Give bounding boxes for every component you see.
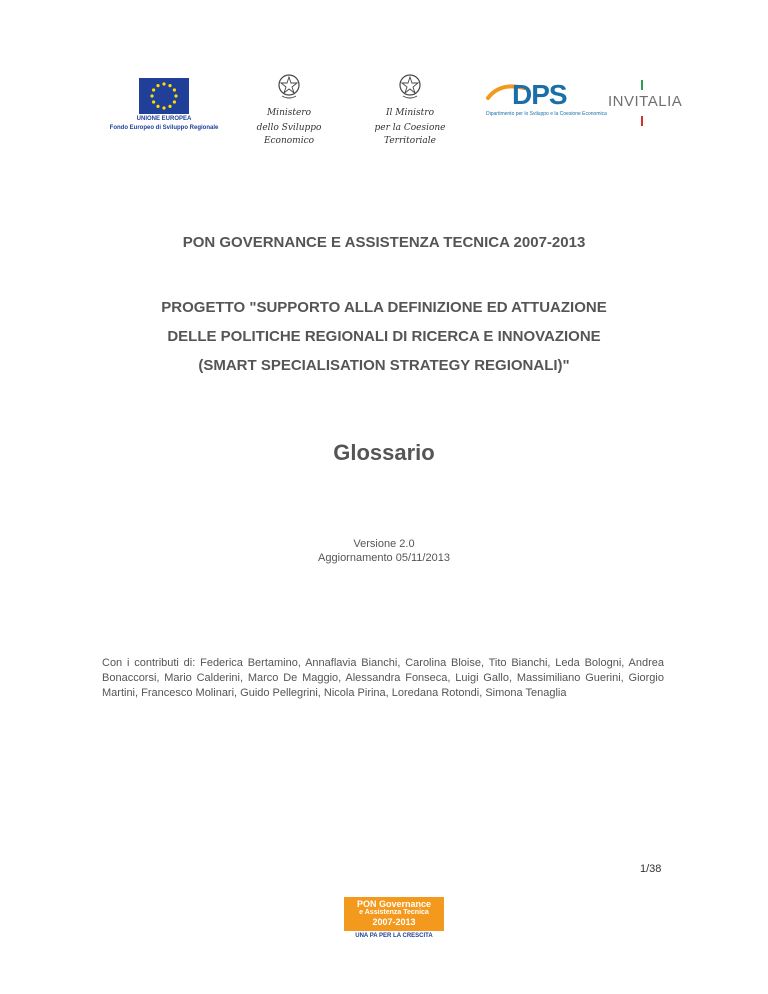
ministry-coesione-logo (350, 72, 470, 148)
invitalia-logo (608, 80, 698, 130)
pon-badge-line-2: e Assistenza Tecnica (359, 909, 429, 916)
pon-tagline: UNA PA PER LA CRESCITA (355, 933, 433, 939)
contributors-paragraph: Con i contributi di: Federica Bertamino, Annaflavia Bianchi, Carolina Bloise, Tito Bianchi, Leda Bologni, Andrea Bonaccorsi, Mario Calderini, Marco De Maggio, Alessandra Fonseca, Luigi Gallo, Massimiliano Guerini, Giorgio Martini, Francesco Molinari, Guido Pellegrini, Nicola Pirina, Loredana Rotondi, Simona Tenaglia (102, 657, 664, 699)
ministry-sviluppo-caption-2: dello Sviluppo Economico (256, 123, 322, 146)
invitalia-wordmark: INVITALIA (608, 93, 683, 110)
project-heading-line-3: (SMART SPECIALISATION STRATEGY REGIONALI)" (198, 357, 570, 374)
project-heading (0, 293, 768, 380)
emblem-icon (276, 72, 302, 100)
emblem-icon (397, 72, 423, 100)
invitalia-green-bar (641, 80, 643, 90)
ministry-coesione-caption-1: Il Ministro (385, 108, 435, 118)
eu-logo (108, 78, 220, 132)
ministry-coesione-caption-2: per la Coesione Territoriale (374, 123, 446, 146)
project-heading-line-2: DELLE POLITICHE REGIONALI DI RICERCA E INNOVAZIONE (167, 328, 601, 345)
logo-strip (0, 70, 768, 146)
pon-footer-logo (344, 897, 444, 939)
eu-flag-icon (139, 78, 189, 114)
invitalia-red-bar (641, 116, 643, 126)
dps-mark: DPS (512, 79, 567, 110)
document-title: Glossario (333, 440, 435, 465)
version-number: Versione 2.0 (353, 538, 415, 550)
program-heading: PON GOVERNANCE E ASSISTENZA TECNICA 2007-2013 (182, 234, 586, 251)
version-date: Aggiornamento 05/11/2013 (318, 552, 450, 564)
pon-badge-line-1: PON Governance (356, 899, 432, 909)
ministry-sviluppo-caption-1: Ministero (266, 108, 312, 118)
ministry-sviluppo-logo (234, 72, 344, 148)
page-number: 1/38 (640, 863, 662, 875)
eu-caption-2: Fondo Europeo di Sviluppo Regionale (109, 125, 219, 131)
pon-badge (344, 897, 444, 931)
pon-badge-line-3: 2007-2013 (372, 917, 416, 927)
version-block (0, 537, 768, 565)
eu-caption-1: UNIONE EUROPEA (136, 116, 192, 122)
dps-caption: Dipartimento per lo Sviluppo e la Coesione Economica (486, 111, 607, 117)
dps-logo (486, 79, 607, 117)
project-heading-line-1: PROGETTO "SUPPORTO ALLA DEFINIZIONE ED ATTUAZIONE (161, 299, 607, 316)
